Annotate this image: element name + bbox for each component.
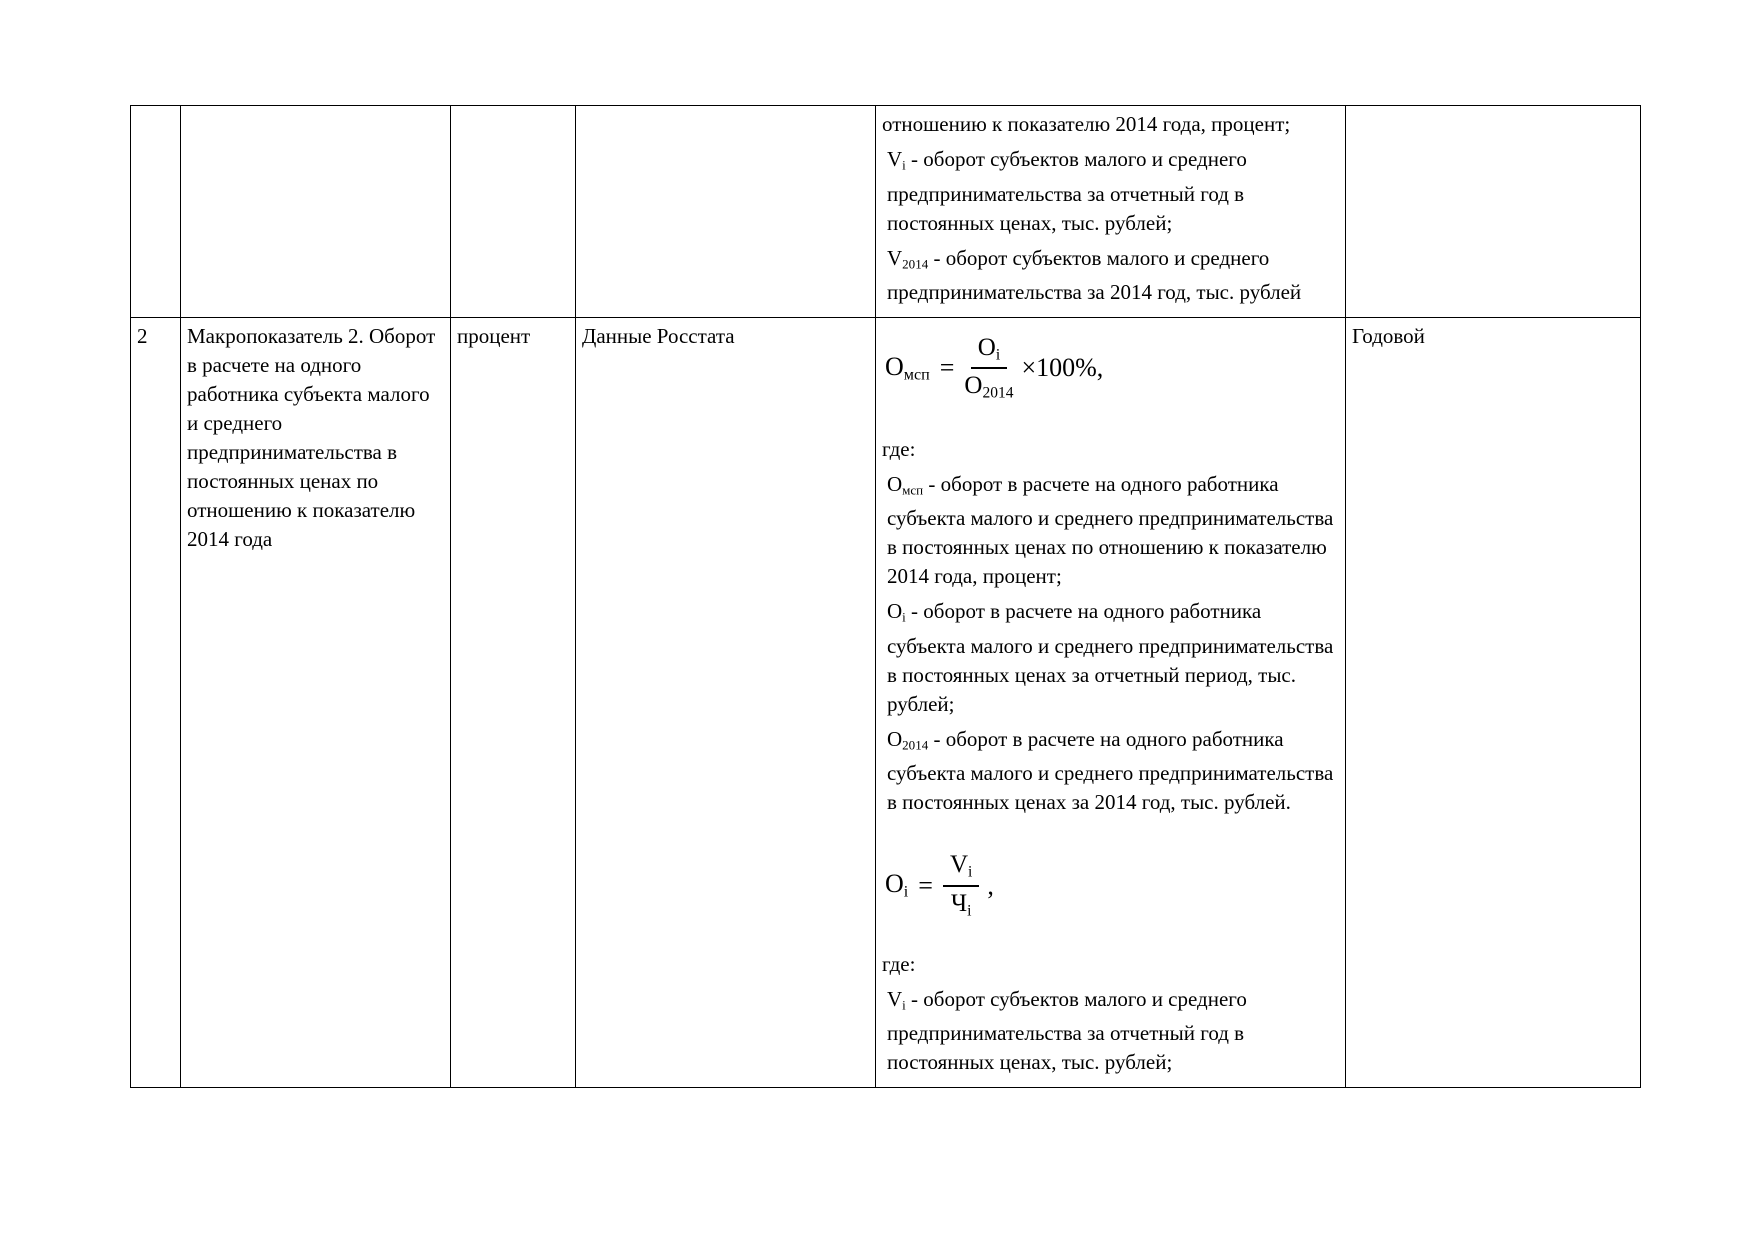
equals-sign: = [939,353,955,383]
formula-cell [876,318,1346,1088]
where-label: где: [882,951,916,976]
term-v-i-definition: $V_i$ - оборот субъектов малого и среднего предпринимательства за отчетный год в постоянных ценах, тыс. рублей; [887,986,1247,1075]
fraction-numerator: $V_i$ [943,851,979,886]
unit-cell [451,106,576,318]
where-label: где: [882,436,916,461]
formula-o-i [882,851,1339,919]
fraction [964,334,1013,402]
term-v-i-definition: $V_i$ - оборот субъектов малого и среднего предпринимательства за отчетный год в постоянных ценах, тыс. рублей; [887,147,1247,235]
fraction [943,851,979,919]
table-row-continuation [131,106,1641,318]
term-o-2014-definition: $О_{2014}$ - оборот в расчете на одного работника субъекта малого и среднего предпринимательства в постоянных ценах за 2014 год, тыс. рублей. [887,726,1334,815]
fraction-numerator: $О_i$ [971,334,1007,369]
indicator-name-cell [181,106,451,318]
data-source-cell [576,106,876,318]
data-source-cell: Данные Росстата [576,318,876,1088]
indicator-name-cell: Макропоказатель 2. Оборот в расчете на одного работника субъекта малого и среднего предпринимательства в постоянных ценах по отношению к показателю 2014 года [181,318,451,1088]
table-row-indicator-2 [131,318,1641,1088]
row-number-cell: 2 [131,318,181,1088]
formula-lhs: $О_{мсп}$ [885,351,930,384]
formula-multiplier: ×100%, [1021,353,1104,383]
term-o-i-definition: $О_i$ - оборот в расчете на одного работника субъекта малого и среднего предпринимательства в постоянных ценах за отчетный период, тыс. рублей; [887,599,1334,716]
formula-omsp [882,334,1339,402]
formula-comma: , [987,870,994,900]
formula-lhs: $О_i$ [885,869,909,901]
fraction-denominator: $О_{2014}$ [964,372,1014,402]
periodicity-cell: Годовой [1346,318,1641,1088]
equals-sign: = [918,870,933,900]
unit-cell: процент [451,318,576,1088]
row-number-cell [131,106,181,318]
indicator-table [130,105,1641,1088]
formula-explanation-text: отношению к показателю 2014 года, процент; [882,112,1291,136]
term-v-2014-definition: $V_{2014}$ - оборот субъектов малого и среднего предпринимательства за 2014 год, тыс. рублей [887,245,1302,305]
term-omsp-definition: $О_{мсп}$ - оборот в расчете на одного работника субъекта малого и среднего предпринимательства в постоянных ценах по отношению к показателю 2014 года, процент; [887,471,1334,589]
formula-cell [876,106,1346,318]
fraction-denominator: $Ч_i$ [950,889,972,919]
periodicity-cell [1346,106,1641,318]
